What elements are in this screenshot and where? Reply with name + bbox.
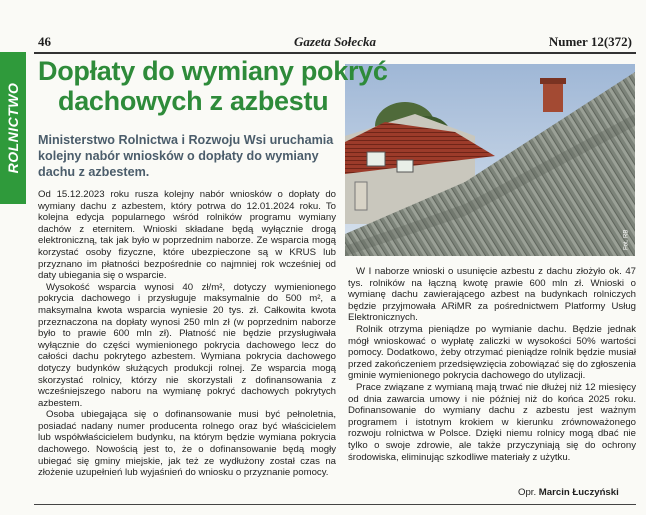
paragraph: Od 15.12.2023 roku rusza kolejny nabór wniosków o dopłaty do wymiany dachu z azbestem, który potrwa do 12.01.2024 roku. To kolejna edycja popularnego wśród rolników programu wymiany dachów z eternitem. Wnioski składane będą wyłącznie drogą elektroniczną, tak jak było w poprzednim naborze. Ze wsparcia mogą korzystać osoby fizyczne, które ubezpieczone są w KRUS lub przyznano im płatności bezpośrednie co najmniej rok wcześniej od daty ubiegania się o wsparcie. xyxy=(38,189,336,282)
author-signature xyxy=(518,487,619,498)
article-column-left xyxy=(38,189,336,479)
section-tab xyxy=(0,52,26,204)
article-column-right xyxy=(348,266,636,463)
article-title-line-1: Dopłaty do wymiany pokryć xyxy=(38,56,388,86)
footer-rule xyxy=(34,504,636,505)
paragraph: Wysokość wsparcia wynosi 40 zł/m², dotyczy wymienionego pokrycia dachowego i przysługuje maksymalnie do 500 m², a maksymalna kwota wsparcia wyniesie 20 tys. zł. Całkowita kwota przeznaczona na dopłaty wynosi 250 mln zł (w poprzednim naborze było to prawie 600 mln zł). Płatność nie będzie przysługiwała wyłącznie do części wymienionego pokrycia dachowego lecz do całości dachu pokrytego azbestem. Wymiana pokrycia dachowego dotyczy budynków służących produkcji rolnej. Ze wsparcia mogą skorzystać rolnicy, którzy nie skorzystali z dofinansowania z wcześniejszego naboru na wymianę pokryć dachowych pokrytych azbestem. xyxy=(38,281,336,409)
section-tab-label: ROLNICTWO xyxy=(5,82,21,174)
issue-number: Numer 12(372) xyxy=(548,34,632,49)
header-rule xyxy=(34,52,636,54)
magazine-name: Gazeta Sołecka xyxy=(294,34,376,49)
paragraph: Osoba ubiegająca się o dofinansowanie musi być pełnoletnia, posiadać nadany numer producenta rolnego oraz być właścicielem lub współwłaścicielem budynku, na którym będzie wymiana pokrycia dachowego. Nowością jest to, że o dofinansowanie będą mogły ubiegać się gminy miejskie, jak też ze wydłużony został czas na złożenie uzupełnień lub wyjaśnień do wniosku o przyznanie pomocy. xyxy=(38,409,336,479)
paragraph: Prace związane z wymianą mają trwać nie dłużej niż 12 miesięcy od dnia zawarcia umowy i nie później niż do końca 2025 roku. Dofinansowanie do wymiany dachu z azbestu jest ważnym programem i istotnym krokiem w kierunku zrównoważonego rozwoju rolnictwa w Polsce. Dzięki niemu rolnicy mogą dbać nie tylko o swoje zdrowie, ale także przyczyniają się do ochrony środowiska, eliminując szkodliwe materiały z użytku. xyxy=(348,381,636,463)
photo-credit: Fot. RB xyxy=(623,229,629,250)
paragraph: Rolnik otrzyma pieniądze po wymianie dachu. Będzie jednak mógł wnioskować o wypłatę zaliczki w wysokości 50% wartości pomocy. Dodatkowo, żeby otrzymać pieniądze rolnik będzie musiał przed zakończeniem przedsięwzięcia zobowiązać się do zgłoszenia gminie wymienionego pokrycia dachowego do utylizacji. xyxy=(348,323,636,382)
signature-prefix: Opr. xyxy=(518,487,539,498)
paragraph: W I naborze wnioski o usunięcie azbestu z dachu złożyło ok. 47 tys. rolników na łączną kwotę prawie 600 mln zł. Wnioski o wymianę dachu zawierającego azbest na budynkach rolniczych będzie przyjmowała ARiMR za pośrednictwem Platformy Usług Elektronicznych. xyxy=(348,266,636,324)
article-lead: Ministerstwo Rolnictwa i Rozwoju Wsi uruchamia kolejny nabór wniosków o dopłaty do wymiany dachu z azbestem. xyxy=(38,133,334,179)
page-header xyxy=(38,34,636,50)
article-title xyxy=(38,56,558,116)
article-title-line-2: dachowych z azbestu xyxy=(58,86,329,116)
author-name: Marcin Łuczyński xyxy=(538,487,619,498)
page-number: 46 xyxy=(38,34,51,49)
